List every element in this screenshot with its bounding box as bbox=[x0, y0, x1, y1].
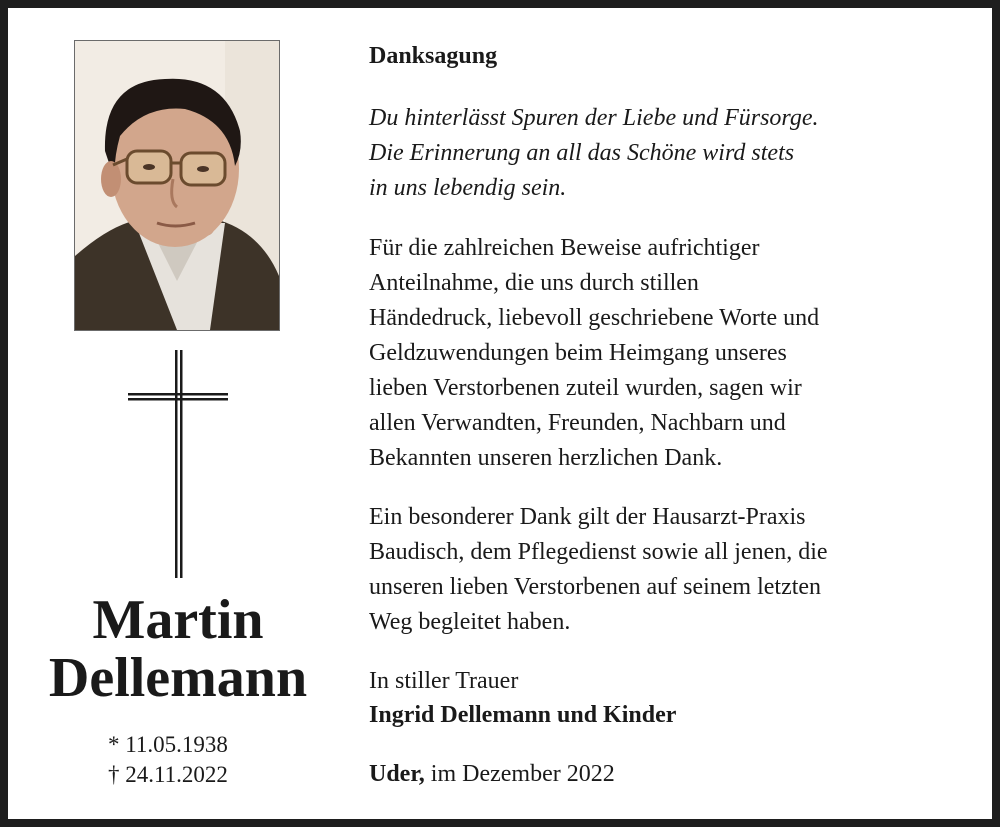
poem-line: Du hinterlässt Spuren der Liebe und Fürsorge. bbox=[369, 105, 819, 131]
mourning-intro: In stiller Trauer bbox=[369, 668, 519, 694]
mourning-signers: Ingrid Dellemann und Kinder bbox=[369, 702, 677, 728]
paragraph-line: lieben Verstorbenen zuteil wurden, sagen wir bbox=[369, 375, 802, 401]
deceased-last-name: Dellemann bbox=[48, 647, 308, 709]
mourning-signature bbox=[369, 664, 959, 732]
deceased-first-name: Martin bbox=[92, 589, 264, 651]
paragraph-line: allen Verwandten, Freunden, Nachbarn und bbox=[369, 410, 786, 436]
thanks-paragraph bbox=[369, 231, 959, 476]
paragraph-line: Bekannten unseren herzlichen Dank. bbox=[369, 445, 723, 471]
date-text: im Dezember 2022 bbox=[430, 761, 615, 787]
life-dates bbox=[108, 730, 228, 790]
paragraph-line: Geldzuwendungen beim Heimgang unseres bbox=[369, 340, 787, 366]
paragraph-line: Ein besonderer Dank gilt der Hausarzt-Praxis bbox=[369, 504, 806, 530]
special-thanks-paragraph bbox=[369, 500, 959, 640]
paragraph-line: Händedruck, liebevoll geschriebene Worte und bbox=[369, 305, 820, 331]
portrait-photo bbox=[74, 40, 280, 331]
paragraph-line: unseren lieben Verstorbenen auf seinem letzten bbox=[369, 574, 822, 600]
death-date: † 24.11.2022 bbox=[108, 762, 228, 787]
poem-line: in uns lebendig sein. bbox=[369, 175, 567, 201]
poem-line: Die Erinnerung an all das Schöne wird stets bbox=[369, 140, 795, 166]
birth-date: * 11.05.1938 bbox=[108, 732, 228, 757]
paragraph-line: Weg begleitet haben. bbox=[369, 609, 571, 635]
town: Uder, bbox=[369, 761, 425, 787]
paragraph-line: Baudisch, dem Pflegedienst sowie all jenen, die bbox=[369, 539, 828, 565]
poem bbox=[369, 101, 959, 206]
cross-icon bbox=[126, 350, 230, 580]
heading: Danksagung bbox=[369, 43, 498, 69]
paragraph-line: Für die zahlreichen Beweise aufrichtiger bbox=[369, 235, 760, 261]
paragraph-line: Anteilnahme, die uns durch stillen bbox=[369, 270, 699, 296]
place-date bbox=[369, 759, 959, 789]
